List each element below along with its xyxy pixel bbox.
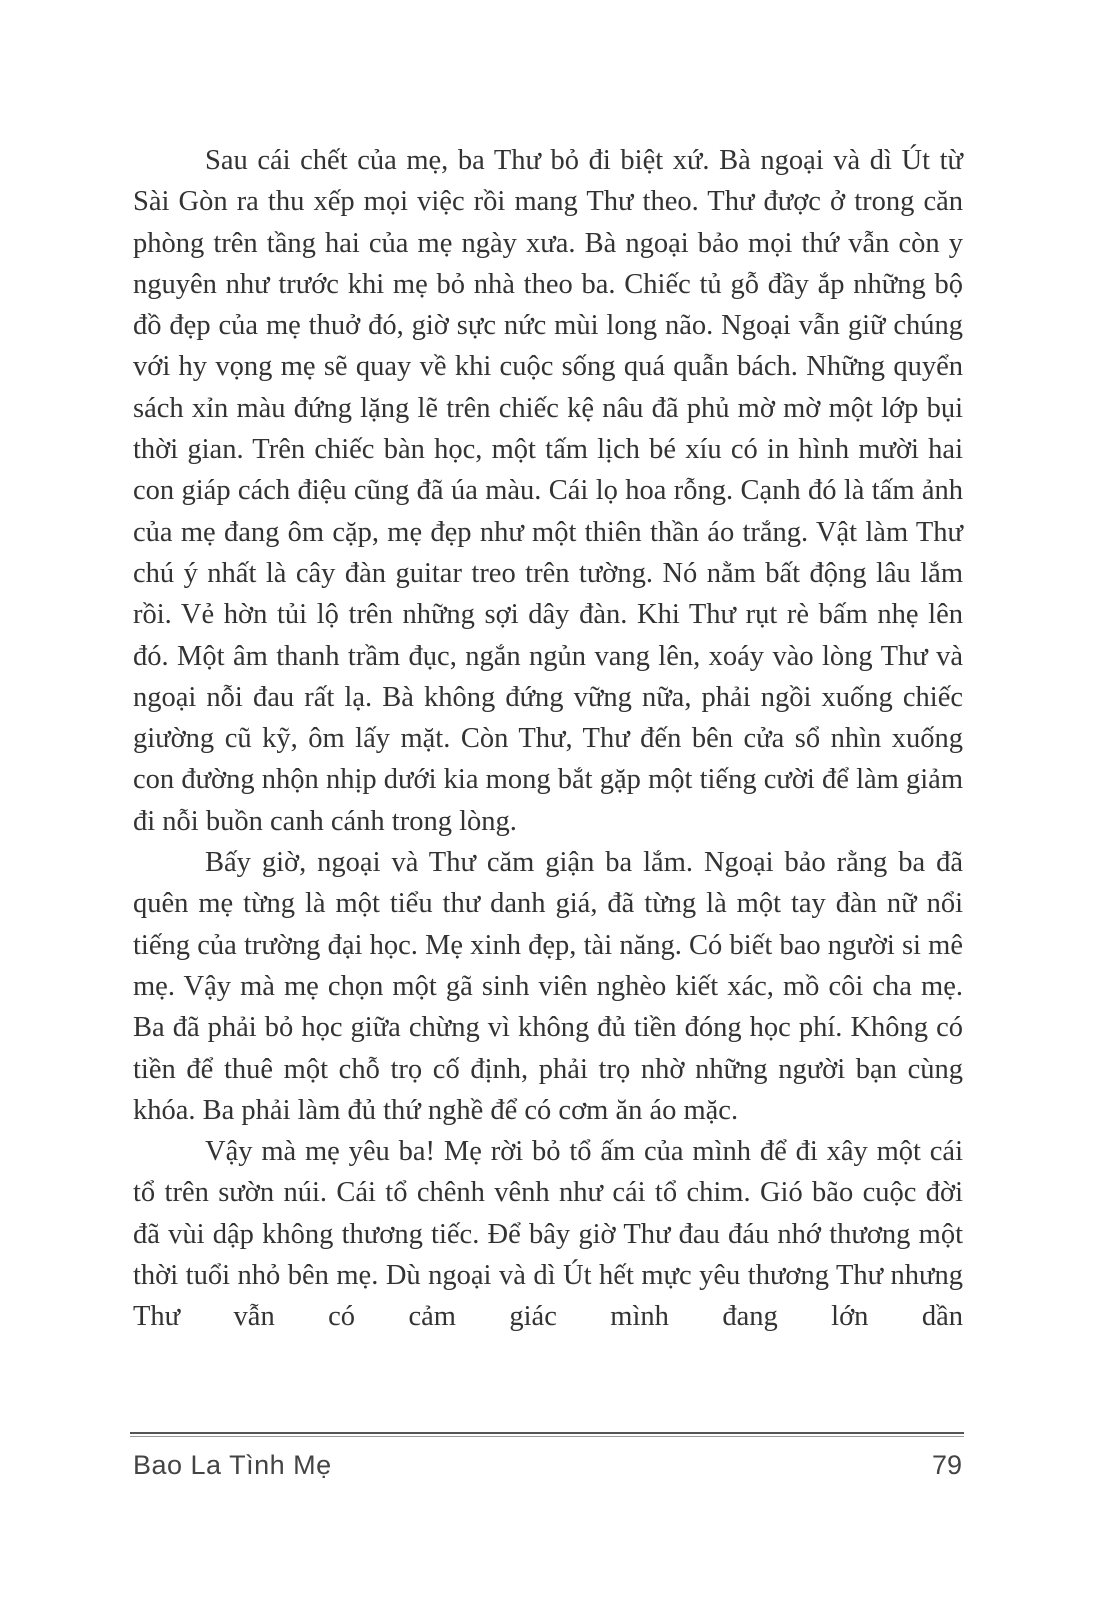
body-text — [133, 140, 963, 1338]
paragraph-1: Sau cái chết của mẹ, ba Thư bỏ đi biệt xứ. Bà ngoại và dì Út từ Sài Gòn ra thu xếp mọi việc rồi mang Thư theo. Thư được ở trong căn phòng trên tầng hai của mẹ ngày xưa. Bà ngoại bảo mọi thứ vẫn còn y nguyên như trước khi mẹ bỏ nhà theo ba. Chiếc tủ gỗ đầy ắp những bộ đồ đẹp của mẹ thuở đó, giờ sực nức mùi long não. Ngoại vẫn giữ chúng với hy vọng mẹ sẽ quay về khi cuộc sống quá quẫn bách. Những quyển sách xỉn màu đứng lặng lẽ trên chiếc kệ nâu đã phủ mờ mờ một lớp bụi thời gian. Trên chiếc bàn học, một tấm lịch bé xíu có in hình mười hai con giáp cách điệu cũng đã úa màu. Cái lọ hoa rỗng. Cạnh đó là tấm ảnh của mẹ đang ôm cặp, mẹ đẹp như một thiên thần áo trắng. Vật làm Thư chú ý nhất là cây đàn guitar treo trên tường. Nó nằm bất động lâu lắm rồi. Vẻ hờn tủi lộ trên những sợi dây đàn. Khi Thư rụt rè bấm nhẹ lên đó. Một âm thanh trầm đục, ngắn ngủn vang lên, xoáy vào lòng Thư và ngoại nỗi đau rất lạ. Bà không đứng vững nữa, phải ngồi xuống chiếc giường cũ kỹ, ôm lấy mặt. Còn Thư, Thư đến bên cửa sổ nhìn xuống con đường nhộn nhịp dưới kia mong bắt gặp một tiếng cười để làm giảm đi nỗi buồn canh cánh trong lòng. — [133, 145, 963, 837]
footer-book-title: Bao La Tình Mẹ — [133, 1450, 332, 1480]
page-number: 79 — [931, 1450, 962, 1480]
footer-divider — [130, 1432, 964, 1434]
paragraph-3: Vậy mà mẹ yêu ba! Mẹ rời bỏ tổ ấm của mình để đi xây một cái tổ trên sườn núi. Cái tổ chênh vênh như cái tổ chim. Gió bão cuộc đời đã vùi dập không thương tiếc. Để bây giờ Thư đau đáu nhớ thương một thời tuổi nhỏ bên mẹ. Dù ngoại và dì Út hết mực yêu thương Thư nhưng Thư vẫn có cảm giác mình đang lớn dần — [133, 1136, 963, 1333]
paragraph-2: Bấy giờ, ngoại và Thư căm giận ba lắm. Ngoại bảo rằng ba đã quên mẹ từng là một tiểu thư danh giá, đã từng là một tay đàn nữ nổi tiếng của trường đại học. Mẹ xinh đẹp, tài năng. Có biết bao người si mê mẹ. Vậy mà mẹ chọn một gã sinh viên nghèo kiết xác, mồ côi cha mẹ. Ba đã phải bỏ học giữa chừng vì không đủ tiền đóng học phí. Không có tiền để thuê một chỗ trọ cố định, phải trọ nhờ những người bạn cùng khóa. Ba phải làm đủ thứ nghề để có cơm ăn áo mặc. — [133, 847, 963, 1126]
